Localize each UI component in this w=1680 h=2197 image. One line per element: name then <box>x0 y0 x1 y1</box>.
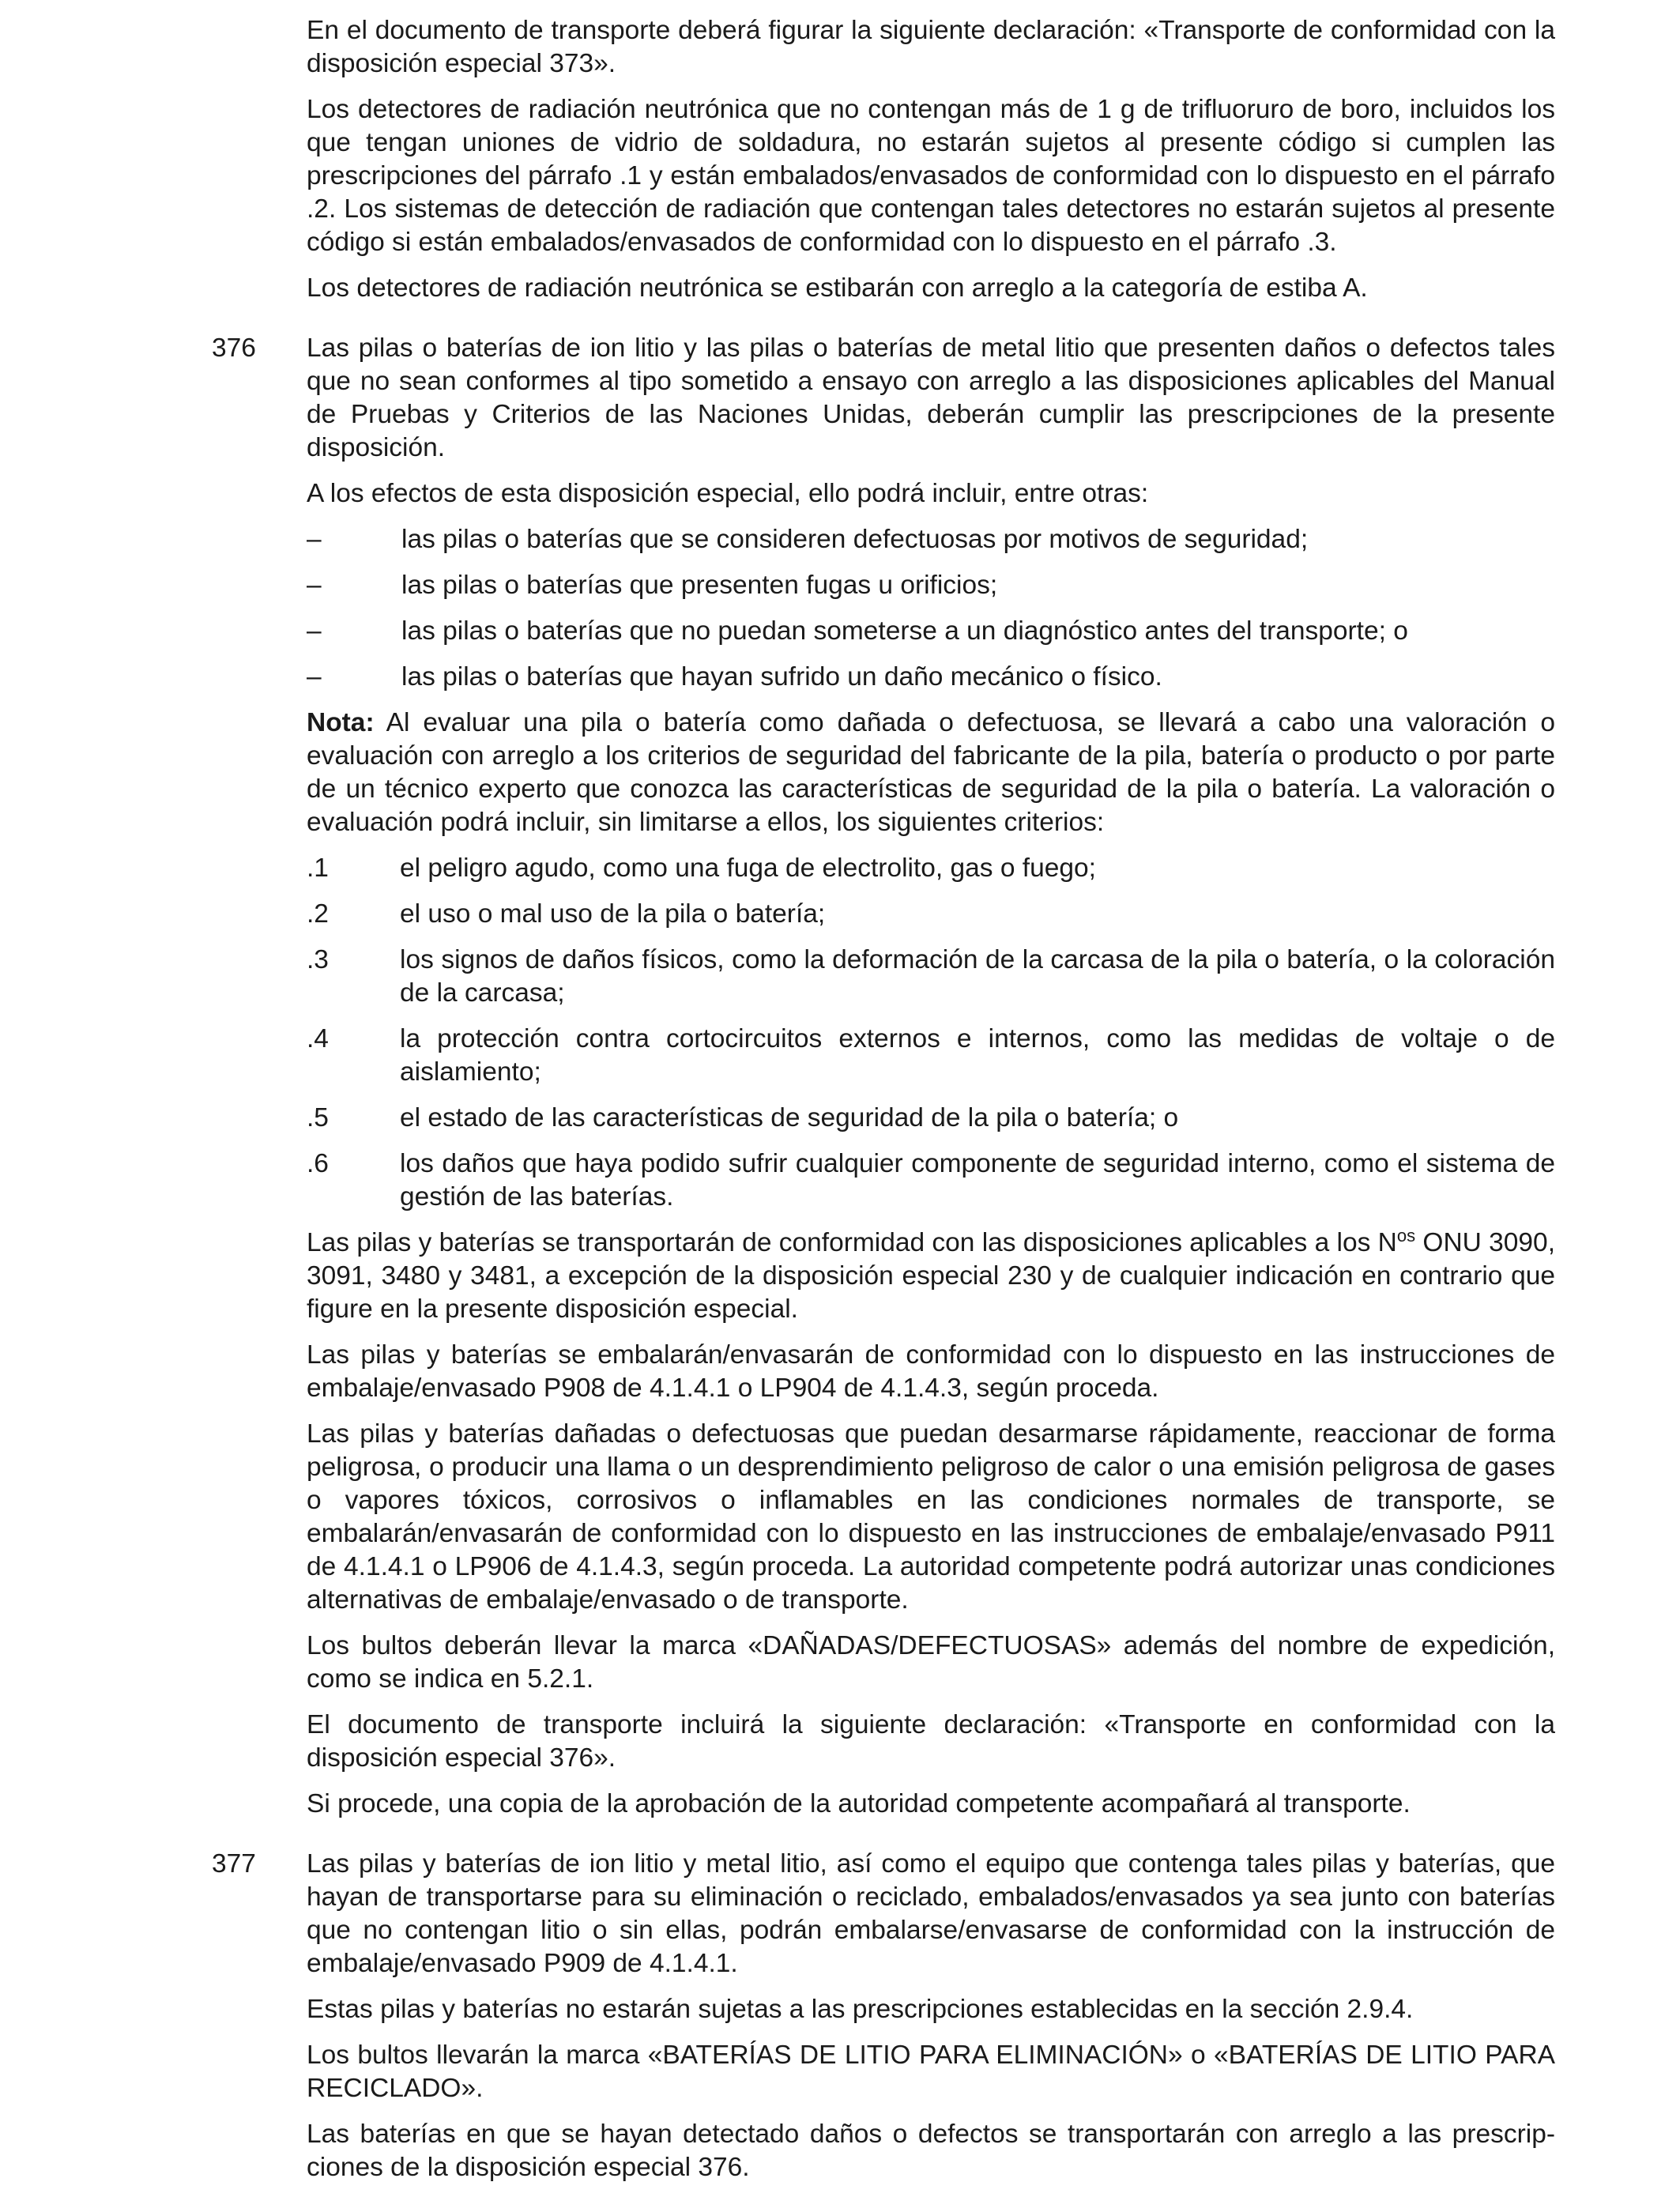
intro-paragraph: Los detectores de radiación neutrónica que no contengan más de 1 g de trifluoruro de boro, incluidos los que tengan uniones de vidrio de soldadura, no estarán sujetos al presente código si cumplen las prescripciones del párrafo .1 y están embalados/envasados de conformidad con lo dispuesto en el párrafo .2. Los sistemas de detección de radiación que contengan tales detectores no estarán sujetos al presente código si están embalados/envasados de conformidad con lo dispuesto en el párrafo .3. <box>307 95 1555 257</box>
criteria-item <box>307 898 1555 931</box>
criteria-text: el uso o mal uso de la pila o batería; <box>400 899 826 929</box>
note-label: Nota: <box>307 708 375 737</box>
dash-list-item <box>307 615 1555 648</box>
provision-paragraph <box>307 1227 1555 1326</box>
dash-list-item <box>307 523 1555 556</box>
provision-paragraph: Las pilas y baterías dañadas o defectuosas que puedan desarmarse rápidamente, reaccionar de forma peligrosa, o producir una llama o un desprendimiento peligroso de calor o una emisión peligrosa de gases o vapores tóxicos, corrosivos o inflamables en las condiciones normales de transporte, se embalarán/envasarán de conformidad con lo dispuesto en las instrucciones de embalaje/envasado P911 de 4.1.4.1 o LP906 de 4.1.4.3, según proceda. La autoridad competente podrá autorizar unas condiciones alternativas de embalaje/envasado o de transporte. <box>307 1419 1555 1615</box>
criteria-number: .6 <box>307 1149 329 1178</box>
criteria-text: el peligro agudo, como una fuga de electrolito, gas o fuego; <box>400 854 1096 883</box>
provision-paragraph: Las pilas y baterías se embalarán/envasarán de conformidad con lo dispuesto en las instrucciones de embalaje/envasado P908 de 4.1.4.1 o LP904 de 4.1.4.3, según proceda. <box>307 1340 1555 1403</box>
note-text: Al evaluar una pila o batería como dañada o defectuosa, se llevará a cabo una valoración o evaluación con arreglo a los criterios de seguridad del fabricante de la pila, batería o producto o por parte de un técnico experto que conozca las características de seguridad de la pila o batería. La valoración o evaluación podrá incluir, sin limitarse a ellos, los siguientes criterios: <box>307 708 1555 837</box>
criteria-item <box>307 852 1555 885</box>
paragraph-fragment: ONU 3090, 3091, 3480 y 3481, a excepción de la disposición especial 230 y de cualquier indicación en contrario que figure en la presente disposición especial. <box>307 1228 1556 1324</box>
paragraph-fragment: Las pilas y baterías se transportarán de conformidad con las disposiciones aplicables a los N <box>307 1228 1397 1257</box>
provision-paragraph: Las baterías en que se hayan detectado daños o defectos se transportarán con arreglo a las prescripciones de la disposición especial 376. <box>307 2120 1555 2182</box>
dash-item-text: las pilas o baterías que se consideren defectuosas por motivos de seguridad; <box>401 525 1309 554</box>
criteria-text: los daños que haya podido sufrir cualquier componente de seguridad interno, como el sistema de gestión de las baterías. <box>400 1149 1555 1212</box>
criteria-item <box>307 1102 1555 1135</box>
provision-paragraph: A los efectos de esta disposición especial, ello podrá incluir, entre otras: <box>307 479 1149 508</box>
criteria-text: la protección contra cortocircuitos externos e internos, como las medidas de voltaje o de aislamiento; <box>400 1024 1555 1087</box>
provision-paragraph: Las pilas o baterías de ion litio y las pilas o baterías de metal litio que presenten daños o defectos tales que no sean conformes al tipo sometido a ensayo con arreglo a las disposiciones aplicables del Manual de Pruebas y Criterios de las Naciones Unidas, deberán cumplir las prescripciones de la presente disposición. <box>307 334 1555 462</box>
dash-marker: – <box>307 525 322 554</box>
dash-list-item <box>307 569 1555 602</box>
intro-paragraph: Los detectores de radiación neutrónica se estibarán con arreglo a la categoría de estiba A. <box>307 273 1368 303</box>
superscript-os: os <box>1396 1226 1416 1245</box>
provision-paragraph: Los bultos llevarán la marca «BATERÍAS DE LITIO PARA ELIMINACIÓN» o «BATERÍAS DE LITIO PARA RECICLADO». <box>307 2041 1555 2103</box>
dash-list-item <box>307 661 1555 694</box>
intro-paragraph: En el documento de transporte deberá figurar la siguiente declaración: «Transporte de conformidad con la disposición especial 373». <box>307 16 1555 78</box>
criteria-text: el estado de las características de seguridad de la pila o batería; o <box>400 1103 1179 1132</box>
dash-item-text: las pilas o baterías que presenten fugas u orificios; <box>401 571 998 600</box>
criteria-text: los signos de daños físicos, como la deformación de la carcasa de la pila o batería, o la coloración de la carcasa; <box>400 945 1555 1008</box>
document-body <box>212 14 1556 2197</box>
provision-paragraph: Estas pilas y baterías no estarán sujetas a las prescripciones establecidas en la sección 2.9.4. <box>307 1995 1414 2024</box>
criteria-item <box>307 1147 1555 1214</box>
criteria-number: .1 <box>307 854 329 883</box>
dash-item-text: las pilas o baterías que no puedan someterse a un diagnóstico antes del transporte; o <box>401 616 1408 646</box>
criteria-number: .3 <box>307 945 329 974</box>
provision-number: 377 <box>212 1849 256 1879</box>
provision-paragraph: Si procede, una copia de la aprobación de la autoridad competente acompañará al transporte. <box>307 1789 1411 1818</box>
criteria-item <box>307 944 1555 1010</box>
provision-number: 376 <box>212 334 256 363</box>
dash-item-text: las pilas o baterías que hayan sufrido un daño mecánico o físico. <box>401 662 1162 692</box>
criteria-number: .2 <box>307 899 329 929</box>
dash-marker: – <box>307 662 322 692</box>
criteria-number: .4 <box>307 1024 329 1053</box>
dash-marker: – <box>307 616 322 646</box>
provision-paragraph: Los bultos deberán llevar la marca «DAÑADAS/DEFECTUOSAS» además del nombre de expedición, como se indica en 5.2.1. <box>307 1631 1555 1694</box>
criteria-item <box>307 1023 1555 1089</box>
criteria-number: .5 <box>307 1103 329 1132</box>
provision-377 <box>212 1848 1555 2184</box>
provision-paragraph: Las pilas y baterías de ion litio y metal litio, así como el equipo que contenga tales pilas y baterías, que hayan de transportarse para su eliminación o reciclado, embalados/envasados ya sea junto con baterías que no contengan litio o sin ellas, podrán embalarse/envasarse de conformidad con la instrucción de embalaje/envasado P909 de 4.1.4.1. <box>307 1849 1555 1978</box>
provision-376 <box>212 332 1556 1821</box>
dash-marker: – <box>307 571 322 600</box>
note-paragraph <box>307 707 1555 839</box>
provision-paragraph: El documento de transporte incluirá la siguiente declaración: «Transporte en conformidad con la disposición especial 376». <box>307 1710 1555 1773</box>
